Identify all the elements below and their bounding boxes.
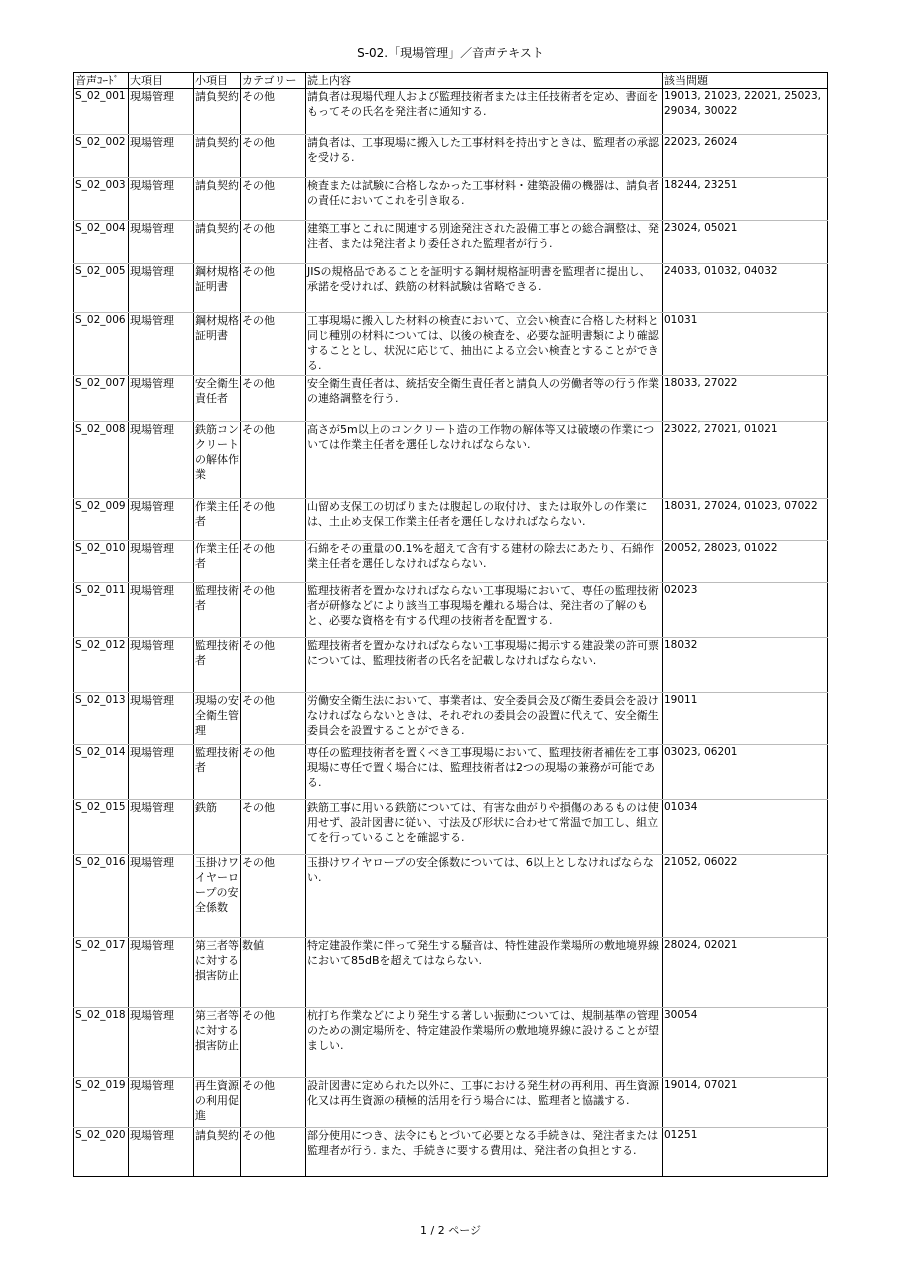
- table-row: [74, 693, 828, 745]
- col-header-category: カテゴリー: [241, 73, 306, 89]
- row-text: JISの規格品であることを証明する鋼材規格証明書を監理者に提出し、承諾を受ければ、鉄筋の材料試験は省略できる.: [306, 264, 663, 313]
- row-major: 現場管理: [129, 800, 194, 855]
- row-minor: 監理技術者: [194, 638, 241, 693]
- row-category: その他: [241, 376, 306, 422]
- row-code: S_02_012: [74, 638, 129, 693]
- row-major: 現場管理: [129, 855, 194, 938]
- row-minor: 玉掛けワイヤーロープの安全係数: [194, 855, 241, 938]
- table-row: [74, 1128, 828, 1177]
- row-category: その他: [241, 638, 306, 693]
- row-minor: 第三者等に対する損害防止: [194, 1008, 241, 1078]
- row-code: S_02_008: [74, 422, 129, 499]
- row-minor: 鋼材規格証明書: [194, 264, 241, 313]
- row-major: 現場管理: [129, 499, 194, 541]
- row-code: S_02_014: [74, 745, 129, 800]
- table-row: [74, 745, 828, 800]
- row-refs: 01031: [663, 313, 828, 376]
- row-category: 数値: [241, 938, 306, 1008]
- table-header-row: [74, 73, 828, 89]
- row-refs: 19011: [663, 693, 828, 745]
- row-text: 杭打ち作業などにより発生する著しい振動については、規制基準の管理のための測定場所を、特定建設作業場所の敷地境界線に設けることが望ましい.: [306, 1008, 663, 1078]
- table-row: [74, 178, 828, 221]
- row-major: 現場管理: [129, 1128, 194, 1177]
- row-minor: 請負契約: [194, 89, 241, 135]
- col-header-minor: 小項目: [194, 73, 241, 89]
- row-refs: 24033, 01032, 04032: [663, 264, 828, 313]
- table-row: [74, 422, 828, 499]
- row-refs: 18033, 27022: [663, 376, 828, 422]
- row-category: その他: [241, 89, 306, 135]
- row-major: 現場管理: [129, 541, 194, 583]
- row-minor: 鋼材規格証明書: [194, 313, 241, 376]
- row-refs: 01251: [663, 1128, 828, 1177]
- table-row: [74, 938, 828, 1008]
- row-code: S_02_002: [74, 135, 129, 178]
- table-row: [74, 1008, 828, 1078]
- table-row: [74, 855, 828, 938]
- row-refs: 20052, 28023, 01022: [663, 541, 828, 583]
- row-major: 現場管理: [129, 178, 194, 221]
- row-text: 工事現場に搬入した材料の検査において、立会い検査に合格した材料と同じ種別の材料については、以後の検査を、必要な証明書類により確認することとし、状況に応じて、抽出による立会い検査とすることができる.: [306, 313, 663, 376]
- table-row: [74, 541, 828, 583]
- row-category: その他: [241, 583, 306, 638]
- row-category: その他: [241, 135, 306, 178]
- row-refs: 19013, 21023, 22021, 25023, 29034, 30022: [663, 89, 828, 135]
- row-category: その他: [241, 221, 306, 264]
- row-minor: 鉄筋コンクリートの解体作業: [194, 422, 241, 499]
- row-minor: 現場の安全衛生管理: [194, 693, 241, 745]
- row-category: その他: [241, 800, 306, 855]
- row-minor: 作業主任者: [194, 541, 241, 583]
- row-category: その他: [241, 499, 306, 541]
- table-row: [74, 583, 828, 638]
- row-major: 現場管理: [129, 264, 194, 313]
- table-row: [74, 313, 828, 376]
- row-category: その他: [241, 855, 306, 938]
- row-category: その他: [241, 745, 306, 800]
- row-text: 安全衛生責任者は、統括安全衛生責任者と請負人の労働者等の行う作業の連絡調整を行う.: [306, 376, 663, 422]
- row-refs: 22023, 26024: [663, 135, 828, 178]
- table-row: [74, 376, 828, 422]
- row-major: 現場管理: [129, 693, 194, 745]
- col-header-major: 大項目: [129, 73, 194, 89]
- row-major: 現場管理: [129, 1008, 194, 1078]
- row-text: 石綿をその重量の0.1%を超えて含有する建材の除去にあたり、石綿作業主任者を選任しなければならない.: [306, 541, 663, 583]
- table-row: [74, 499, 828, 541]
- row-code: S_02_003: [74, 178, 129, 221]
- row-category: その他: [241, 693, 306, 745]
- col-header-code: 音声ｺｰﾄﾞ: [74, 73, 129, 89]
- row-code: S_02_020: [74, 1128, 129, 1177]
- row-major: 現場管理: [129, 135, 194, 178]
- table-row: [74, 1078, 828, 1128]
- row-category: その他: [241, 178, 306, 221]
- row-minor: 請負契約: [194, 221, 241, 264]
- row-text: 玉掛けワイヤロープの安全係数については、6以上としなければならない.: [306, 855, 663, 938]
- row-code: S_02_019: [74, 1078, 129, 1128]
- row-code: S_02_005: [74, 264, 129, 313]
- row-category: その他: [241, 264, 306, 313]
- col-header-text: 読上内容: [306, 73, 663, 89]
- row-major: 現場管理: [129, 638, 194, 693]
- row-text: 労働安全衛生法において、事業者は、安全委員会及び衛生委員会を設けなければならないときは、それぞれの委員会の設置に代えて、安全衛生委員会を設置することができる.: [306, 693, 663, 745]
- page-footer: 1 / 2 ページ: [420, 1224, 481, 1237]
- row-major: 現場管理: [129, 313, 194, 376]
- row-text: 建築工事とこれに関連する別途発注された設備工事との総合調整は、発注者、または発注者より委任された監理者が行う.: [306, 221, 663, 264]
- row-text: 請負者は現場代理人および監理技術者または主任技術者を定め、書面をもってその氏名を発注者に通知する.: [306, 89, 663, 135]
- row-text: 監理技術者を置かなければならない工事現場において、専任の監理技術者が研修などにより該当工事現場を離れる場合は、発注者の了解のもと、必要な資格を有する代理の技術者を配置する.: [306, 583, 663, 638]
- table-row: [74, 800, 828, 855]
- row-refs: 19014, 07021: [663, 1078, 828, 1128]
- row-refs: 18031, 27024, 01023, 07022: [663, 499, 828, 541]
- row-code: S_02_006: [74, 313, 129, 376]
- col-header-refs: 該当問題: [663, 73, 828, 89]
- row-refs: 28024, 02021: [663, 938, 828, 1008]
- row-code: S_02_015: [74, 800, 129, 855]
- row-code: S_02_016: [74, 855, 129, 938]
- row-minor: 安全衛生責任者: [194, 376, 241, 422]
- table-row: [74, 221, 828, 264]
- row-major: 現場管理: [129, 89, 194, 135]
- row-text: 監理技術者を置かなければならない工事現場に掲示する建設業の許可票については、監理技術者の氏名を記載しなければならない.: [306, 638, 663, 693]
- row-refs: 18244, 23251: [663, 178, 828, 221]
- voice-text-table: [73, 72, 828, 1177]
- table-row: [74, 638, 828, 693]
- row-major: 現場管理: [129, 938, 194, 1008]
- row-major: 現場管理: [129, 376, 194, 422]
- row-category: その他: [241, 1128, 306, 1177]
- row-code: S_02_013: [74, 693, 129, 745]
- row-refs: 02023: [663, 583, 828, 638]
- row-text: 設計図書に定められた以外に、工事における発生材の再利用、再生資源化又は再生資源の積極的活用を行う場合には、監理者と協議する.: [306, 1078, 663, 1128]
- row-minor: 請負契約: [194, 178, 241, 221]
- page-title: S-02.「現場管理」／音声テキスト: [357, 46, 544, 60]
- row-minor: 請負契約: [194, 1128, 241, 1177]
- table-row: [74, 264, 828, 313]
- row-text: 請負者は、工事現場に搬入した工事材料を持出すときは、監理者の承認を受ける.: [306, 135, 663, 178]
- row-major: 現場管理: [129, 745, 194, 800]
- row-code: S_02_007: [74, 376, 129, 422]
- row-refs: 23024, 05021: [663, 221, 828, 264]
- row-minor: 第三者等に対する損害防止: [194, 938, 241, 1008]
- row-category: その他: [241, 422, 306, 499]
- row-text: 専任の監理技術者を置くべき工事現場において、監理技術者補佐を工事現場に専任で置く場合には、監理技術者は2つの現場の兼務が可能である.: [306, 745, 663, 800]
- row-text: 検査または試験に合格しなかった工事材料・建築設備の機器は、請負者の責任においてこれを引き取る.: [306, 178, 663, 221]
- row-category: その他: [241, 1078, 306, 1128]
- row-refs: 21052, 06022: [663, 855, 828, 938]
- row-category: その他: [241, 313, 306, 376]
- row-refs: 01034: [663, 800, 828, 855]
- row-minor: 監理技術者: [194, 745, 241, 800]
- table-row: [74, 89, 828, 135]
- row-refs: 23022, 27021, 01021: [663, 422, 828, 499]
- row-text: 高さが5m以上のコンクリート造の工作物の解体等又は破壊の作業については作業主任者を選任しなければならない.: [306, 422, 663, 499]
- row-code: S_02_004: [74, 221, 129, 264]
- row-code: S_02_018: [74, 1008, 129, 1078]
- row-major: 現場管理: [129, 221, 194, 264]
- row-major: 現場管理: [129, 583, 194, 638]
- row-major: 現場管理: [129, 422, 194, 499]
- row-major: 現場管理: [129, 1078, 194, 1128]
- row-text: 特定建設作業に伴って発生する騒音は、特性建設作業場所の敷地境界線において85dBを超えてはならない.: [306, 938, 663, 1008]
- row-refs: 03023, 06201: [663, 745, 828, 800]
- row-code: S_02_011: [74, 583, 129, 638]
- row-code: S_02_001: [74, 89, 129, 135]
- row-code: S_02_017: [74, 938, 129, 1008]
- row-category: その他: [241, 1008, 306, 1078]
- table-row: [74, 135, 828, 178]
- row-minor: 鉄筋: [194, 800, 241, 855]
- row-code: S_02_010: [74, 541, 129, 583]
- row-minor: 監理技術者: [194, 583, 241, 638]
- row-category: その他: [241, 541, 306, 583]
- row-refs: 30054: [663, 1008, 828, 1078]
- row-text: 部分使用につき、法令にもとづいて必要となる手続きは、発注者または監理者が行う. また、手続きに要する費用は、発注者の負担とする.: [306, 1128, 663, 1177]
- row-minor: 請負契約: [194, 135, 241, 178]
- row-refs: 18032: [663, 638, 828, 693]
- row-text: 鉄筋工事に用いる鉄筋については、有害な曲がりや損傷のあるものは使用せず、設計図書に従い、寸法及び形状に合わせて常温で加工し、組立てを行っていることを確認する.: [306, 800, 663, 855]
- row-minor: 作業主任者: [194, 499, 241, 541]
- row-minor: 再生資源の利用促進: [194, 1078, 241, 1128]
- row-code: S_02_009: [74, 499, 129, 541]
- row-text: 山留め支保工の切ばりまたは腹起しの取付け、または取外しの作業には、土止め支保工作業主任者を選任しなければならない.: [306, 499, 663, 541]
